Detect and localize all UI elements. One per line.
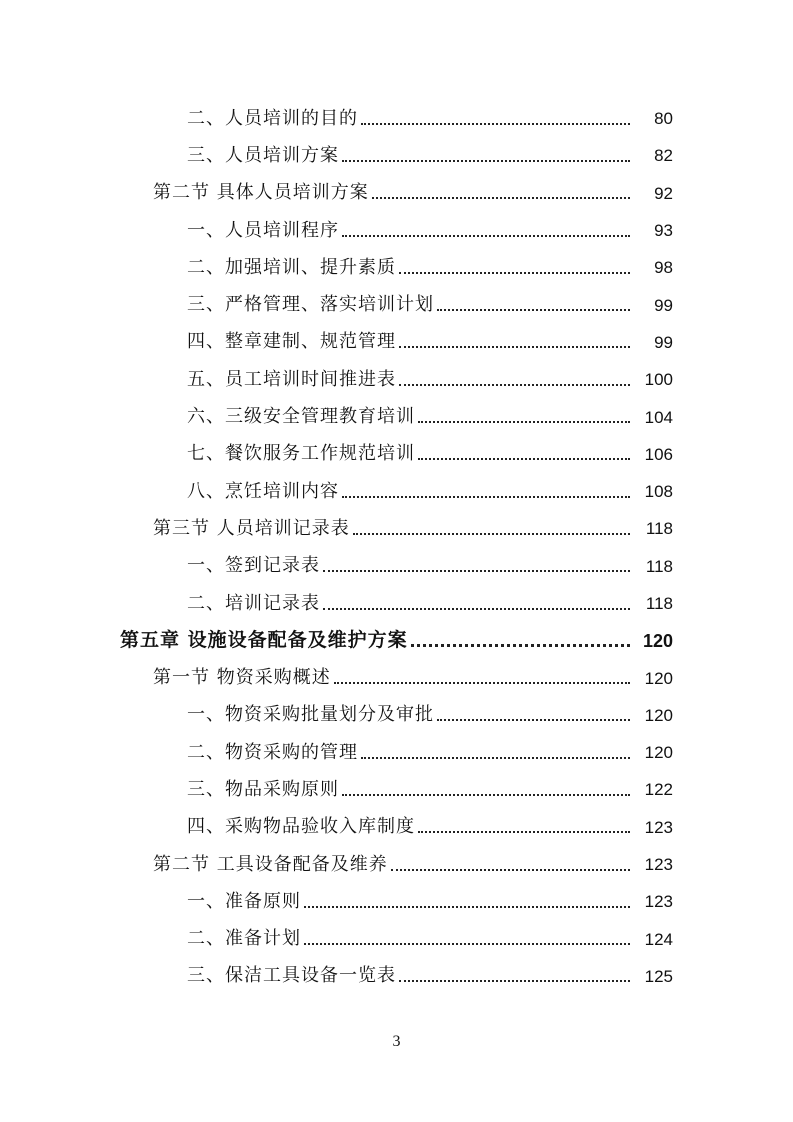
toc-entry-page: 108 bbox=[644, 482, 673, 502]
toc-entry[interactable] bbox=[0, 622, 793, 659]
toc-entry[interactable] bbox=[0, 137, 793, 174]
dot-leader bbox=[334, 682, 630, 684]
toc-entry-title: 第二节 具体人员培训方案 bbox=[153, 182, 369, 204]
toc-entry-title: 二、加强培训、提升素质 bbox=[187, 256, 396, 278]
toc-entry[interactable] bbox=[0, 585, 793, 622]
dot-leader bbox=[353, 533, 630, 535]
toc-entry-page: 106 bbox=[644, 444, 673, 464]
toc-entry[interactable] bbox=[0, 398, 793, 435]
toc-entry-page: 100 bbox=[644, 370, 673, 390]
toc-entry[interactable] bbox=[0, 921, 793, 958]
toc-entry[interactable] bbox=[0, 734, 793, 771]
toc-entry[interactable] bbox=[0, 286, 793, 323]
toc-entry-title: 六、三级安全管理教育培训 bbox=[187, 406, 415, 428]
page-number: 3 bbox=[392, 1033, 401, 1050]
toc-entry-title: 二、物资采购的管理 bbox=[187, 741, 358, 763]
dot-leader bbox=[399, 980, 630, 982]
toc-entry[interactable] bbox=[0, 883, 793, 920]
dot-leader bbox=[411, 644, 630, 647]
toc-entry[interactable] bbox=[0, 473, 793, 510]
toc-entry[interactable] bbox=[0, 548, 793, 585]
toc-entry-title: 第三节 人员培训记录表 bbox=[153, 517, 350, 539]
dot-leader bbox=[342, 496, 630, 498]
toc-entry-page: 99 bbox=[654, 332, 673, 352]
dot-leader bbox=[342, 794, 630, 796]
toc-entry-page: 123 bbox=[644, 892, 673, 912]
toc-entry-title: 一、人员培训程序 bbox=[187, 219, 339, 241]
dot-leader bbox=[418, 831, 630, 833]
dot-leader bbox=[418, 421, 630, 423]
dot-leader bbox=[361, 123, 630, 125]
toc-entry-page: 118 bbox=[645, 594, 673, 613]
toc-entry-page: 120 bbox=[644, 705, 673, 725]
dot-leader bbox=[342, 160, 630, 162]
toc-entry-title: 第二节 工具设备配备及维养 bbox=[153, 853, 388, 875]
table-of-contents bbox=[0, 100, 793, 995]
dot-leader bbox=[361, 757, 630, 759]
toc-entry-title: 第一节 物资采购概述 bbox=[153, 667, 331, 689]
toc-entry[interactable] bbox=[0, 436, 793, 473]
toc-entry-title: 三、严格管理、落实培训计划 bbox=[187, 294, 434, 316]
toc-entry-page: 99 bbox=[654, 295, 673, 315]
toc-entry-title: 四、采购物品验收入库制度 bbox=[187, 816, 415, 838]
toc-entry-page: 123 bbox=[644, 817, 673, 837]
toc-entry-page: 98 bbox=[654, 258, 673, 278]
toc-entry[interactable] bbox=[0, 175, 793, 212]
toc-entry-title: 八、烹饪培训内容 bbox=[187, 480, 339, 502]
toc-entry-title: 三、保洁工具设备一览表 bbox=[187, 965, 396, 987]
toc-entry[interactable] bbox=[0, 212, 793, 249]
toc-entry-page: 125 bbox=[644, 966, 673, 986]
dot-leader bbox=[342, 235, 630, 237]
toc-entry-page: 92 bbox=[654, 183, 673, 203]
toc-entry-page: 122 bbox=[644, 780, 673, 800]
toc-entry-title: 一、签到记录表 bbox=[187, 555, 320, 577]
dot-leader bbox=[391, 869, 630, 871]
toc-entry[interactable] bbox=[0, 249, 793, 286]
toc-entry[interactable] bbox=[0, 846, 793, 883]
dot-leader bbox=[304, 906, 630, 908]
toc-entry-title: 二、培训记录表 bbox=[187, 592, 320, 614]
toc-entry[interactable] bbox=[0, 100, 793, 137]
toc-entry-page: 104 bbox=[644, 407, 673, 427]
dot-leader bbox=[399, 272, 630, 274]
dot-leader bbox=[304, 943, 630, 945]
toc-entry-title: 二、准备计划 bbox=[187, 928, 301, 950]
toc-entry-title: 五、员工培训时间推进表 bbox=[187, 368, 396, 390]
toc-entry[interactable] bbox=[0, 510, 793, 547]
toc-entry-title: 三、人员培训方案 bbox=[187, 144, 339, 166]
toc-entry[interactable] bbox=[0, 324, 793, 361]
toc-entry-page: 93 bbox=[654, 221, 673, 241]
dot-leader bbox=[418, 458, 630, 460]
dot-leader bbox=[399, 384, 630, 386]
toc-entry[interactable] bbox=[0, 809, 793, 846]
dot-leader bbox=[399, 346, 630, 348]
toc-entry-page: 124 bbox=[644, 929, 673, 949]
toc-entry[interactable] bbox=[0, 697, 793, 734]
toc-entry-page: 120 bbox=[644, 668, 673, 688]
dot-leader bbox=[437, 309, 630, 311]
toc-entry-title: 四、整章建制、规范管理 bbox=[187, 331, 396, 353]
toc-entry-title: 一、准备原则 bbox=[187, 890, 301, 912]
dot-leader bbox=[323, 608, 630, 610]
toc-entry[interactable] bbox=[0, 771, 793, 808]
dot-leader bbox=[372, 197, 630, 199]
toc-entry-page: 80 bbox=[654, 109, 673, 129]
dot-leader bbox=[323, 570, 630, 572]
toc-entry-title: 一、物资采购批量划分及审批 bbox=[187, 704, 434, 726]
dot-leader bbox=[437, 719, 630, 721]
toc-entry-page: 120 bbox=[644, 743, 673, 763]
toc-entry-title: 二、人员培训的目的 bbox=[187, 107, 358, 129]
toc-entry-page: 118 bbox=[645, 556, 673, 576]
toc-entry-page: 82 bbox=[654, 146, 673, 166]
toc-entry-page: 120 bbox=[642, 630, 673, 651]
toc-entry-title: 三、物品采购原则 bbox=[187, 778, 339, 800]
toc-entry[interactable] bbox=[0, 659, 793, 696]
toc-entry-page: 118 bbox=[645, 519, 673, 539]
toc-entry[interactable] bbox=[0, 958, 793, 995]
toc-entry-title: 第五章 设施设备配备及维护方案 bbox=[120, 629, 408, 652]
toc-entry-page: 123 bbox=[644, 855, 673, 875]
toc-entry-title: 七、餐饮服务工作规范培训 bbox=[187, 443, 415, 465]
toc-entry[interactable] bbox=[0, 361, 793, 398]
